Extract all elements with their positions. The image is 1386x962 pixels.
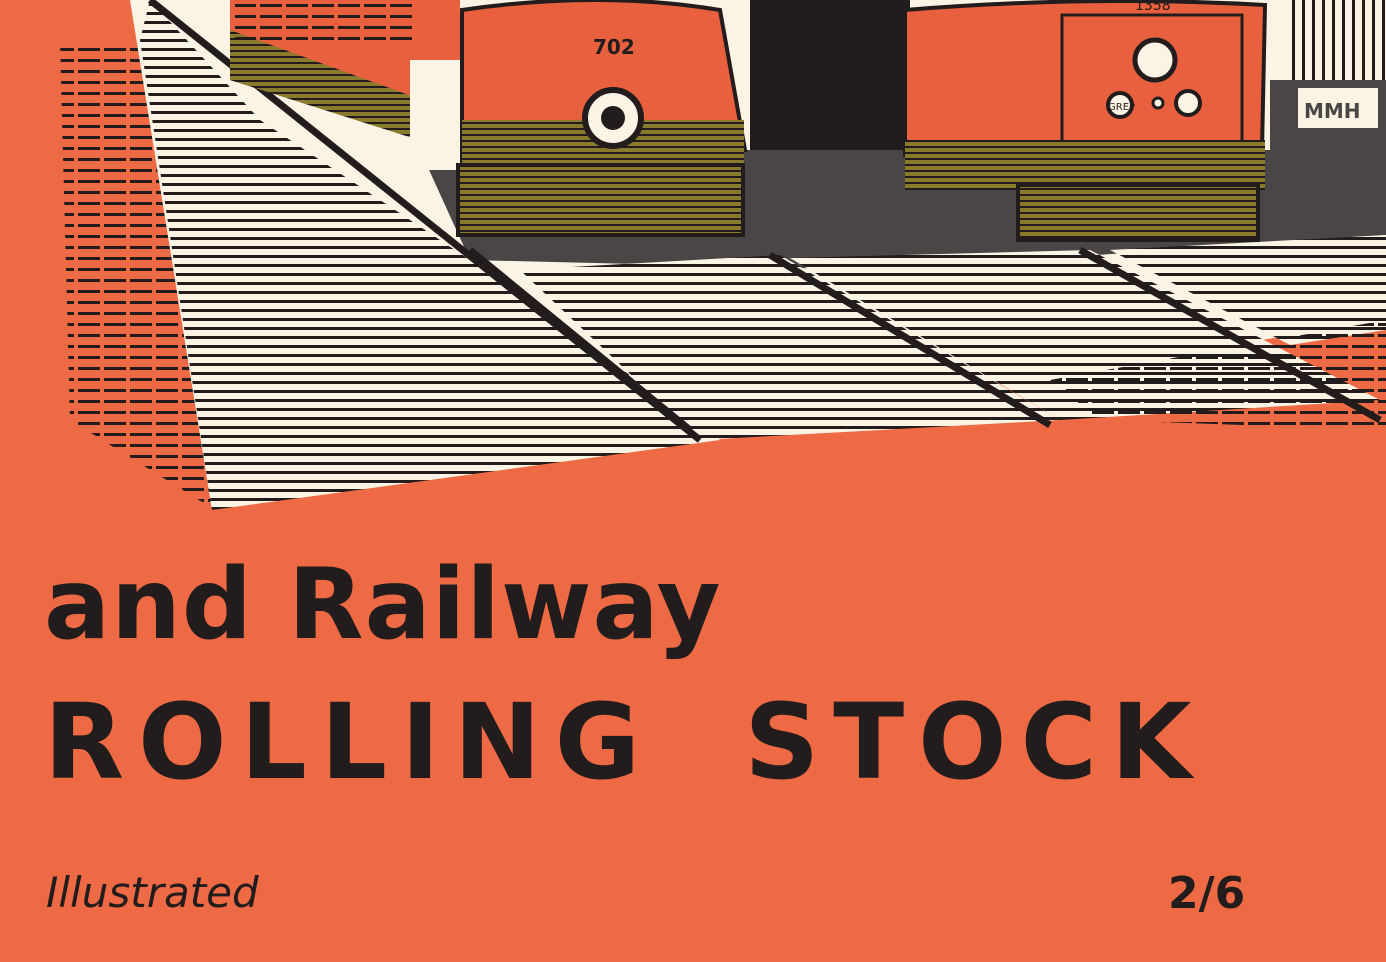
tram-702-number: 702 [593, 35, 635, 59]
artist-signature: MMH [1304, 99, 1361, 123]
tram-1358-number: 1358 [1135, 0, 1171, 14]
price: 2/6 [1168, 868, 1246, 919]
depot-interior [750, 0, 910, 150]
title-line-2: ROLLING STOCK [44, 681, 1206, 803]
tram-702 [458, 0, 745, 235]
tram-1358-plate: GREP [1108, 102, 1136, 113]
subtitle: Illustrated [46, 868, 259, 917]
title-line-1: and Railway [44, 548, 722, 662]
